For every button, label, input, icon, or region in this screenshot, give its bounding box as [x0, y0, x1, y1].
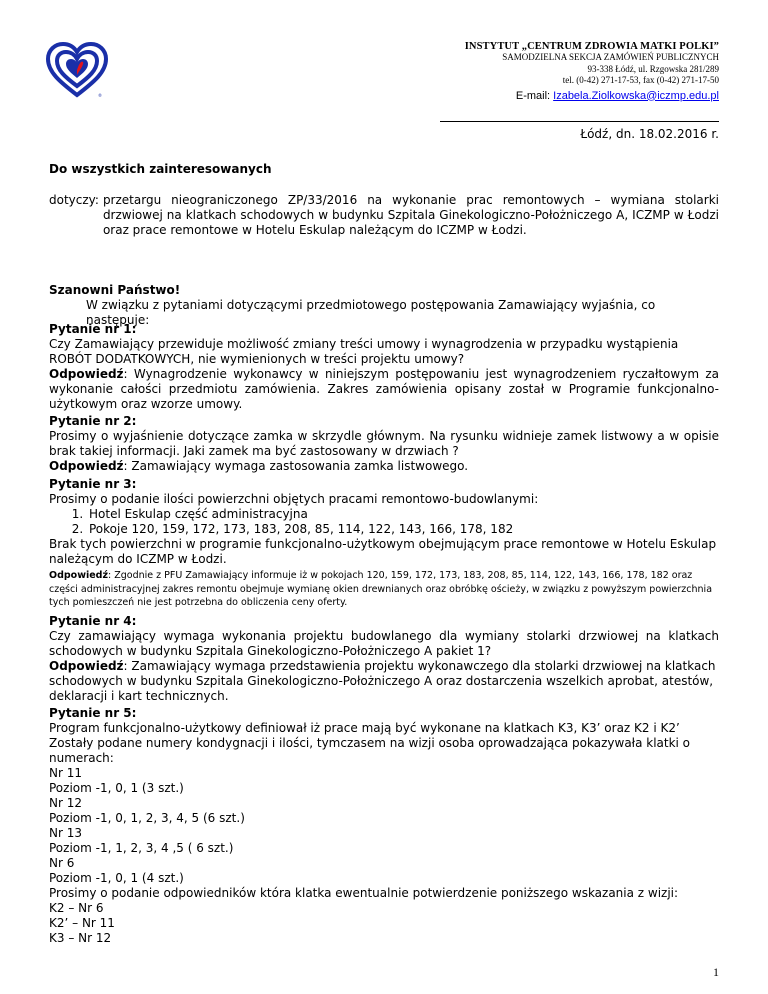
- q5-line: Poziom -1, 0, 1 (3 szt.): [49, 781, 184, 795]
- answer-body: : Zgodnie z PFU Zamawiający informuje iż w pokojach 120, 159, 172, 173, 183, 208, 85, 114, 122, 143, 166, 178, 182 oraz części administracyjnej zakres remontu obejmuje wymianę okien drewnianych oraz obróbkę ościeży, w związku z powyższym powierzchnia tych pomieszczeń nie jest potrzebna do obliczenia ceny oferty.: [49, 570, 713, 608]
- answer-text: [49, 569, 719, 610]
- institute-department: SAMODZIELNA SEKCJA ZAMÓWIEŃ PUBLICZNYCH: [502, 52, 719, 62]
- list-item: 2. Pokoje 120, 159, 172, 173, 183, 208, 85, 114, 122, 143, 166, 178, 182: [87, 522, 719, 537]
- question-note: Brak tych powierzchni w programie funkcjonalno-użytkowym obejmującym prace remontowe w Hotelu Eskulap należącym do ICZMP w Łodzi.: [49, 537, 717, 566]
- q5-line: K2’ – Nr 11: [49, 916, 115, 930]
- institute-email-line: [465, 90, 719, 102]
- q5-line: Poziom -1, 0, 1 (4 szt.): [49, 871, 184, 885]
- question-title: Pytanie nr 1:: [49, 322, 137, 336]
- institute-logo-icon: [46, 42, 108, 98]
- subject-block: [49, 193, 719, 238]
- institute-header: [465, 41, 719, 102]
- subject-text: przetargu nieograniczonego ZP/33/2016 na wykonanie prac remontowych – wymiana stolarki drzwiowej na klatkach schodowych w budynku Szpitala Ginekologiczno-Położniczego A, ICZMP w Łodzi oraz prace remontowe w Hotelu Eskulap należącym do ICZMP w Łodzi.: [102, 193, 719, 237]
- institute-phone-fax: tel. (0-42) 271-17-53, fax (0-42) 271-17-50: [562, 75, 719, 85]
- answer-label: Odpowiedź: [49, 659, 124, 673]
- answer-body: : Zamawiający wymaga przedstawienia projektu wykonawczego dla stolarki drzwiowej na klatkach schodowych w budynku Szpitala Ginekologiczno-Położniczego A oraz dostarczenia wszelkich aprobat, atestów, deklaracji i kart technicznych.: [49, 659, 716, 703]
- q5-line: Program funkcjonalno-użytkowy definiował iż prace mają być wykonane na klatkach K3, K3’ oraz K2 i K2’: [49, 721, 680, 735]
- header-divider: [440, 121, 719, 122]
- question-text: Czy Zamawiający przewiduje możliwość zmiany treści umowy i wynagrodzenia w przypadku wystąpienia ROBÓT DODATKOWYCH, nie wymienionych w treści projektu umowy?: [49, 337, 679, 366]
- question-title: Pytanie nr 3:: [49, 477, 137, 491]
- institute-name: INSTYTUT „CENTRUM ZDROWIA MATKI POLKI”: [464, 41, 719, 52]
- answer-label: Odpowiedź: [49, 570, 109, 581]
- q5-line: Zostały podane numery kondygnacji i ilości, tymczasem na wizji osoba oprowadzająca pokazywała klatki o numerach:: [49, 736, 691, 765]
- question-title: Pytanie nr 2:: [49, 414, 137, 428]
- q5-line: K2 – Nr 6: [49, 901, 104, 915]
- question-title: Pytanie nr 4:: [49, 614, 137, 628]
- q5-line: Nr 11: [49, 766, 82, 780]
- question-title: Pytanie nr 5:: [49, 706, 137, 720]
- question-text: Prosimy o podanie ilości powierzchni objętych pracami remontowo-budowlanymi:: [49, 492, 539, 506]
- question-text: Prosimy o wyjaśnienie dotyczące zamka w skrzydle głównym. Na rysunku widnieje zamek listwowy a w opisie brak takiej informacji. Jaki zamek ma być zastosowany w drzwiach ?: [49, 429, 719, 458]
- question-text: Czy zamawiający wymaga wykonania projektu budowlanego dla wymiany stolarki drzwiowej na klatkach schodowych w budynku Szpitala Ginekologiczno-Położniczego A pakiet 1?: [49, 629, 719, 658]
- answer-label: Odpowiedź: [49, 367, 124, 381]
- answer-body: : Zamawiający wymaga zastosowania zamka listwowego.: [123, 459, 469, 473]
- q5-line: Nr 12: [49, 796, 82, 810]
- question-3: [49, 477, 719, 610]
- addressee: Do wszystkich zainteresowanych: [49, 162, 272, 176]
- page-number: 1: [713, 965, 719, 979]
- answer-body: : Wynagrodzenie wykonawcy w niniejszym postępowaniu jest wynagrodzeniem ryczałtowym za wykonanie całości przedmiotu zamówienia. Zakres zamówienia opisany został w Programie funkcjonalno-użytkowym oraz wzorze umowy.: [49, 367, 719, 411]
- email-label: E-mail:: [515, 89, 554, 102]
- q5-line: Poziom -1, 1, 2, 3, 4 ,5 ( 6 szt.): [49, 841, 234, 855]
- answer-label: Odpowiedź: [49, 459, 124, 473]
- rooms-list: [49, 507, 719, 537]
- greeting: Szanowni Państwo!: [49, 283, 181, 297]
- subject-label: dotyczy:: [49, 193, 99, 207]
- email-link[interactable]: Izabela.Ziolkowska@iczmp.edu.pl: [553, 89, 719, 102]
- q5-line: Nr 6: [49, 856, 75, 870]
- q5-line: K3 – Nr 12: [49, 931, 112, 945]
- answer-text: [49, 459, 719, 474]
- intro-text: W związku z pytaniami dotyczącymi przedmiotowego postępowania Zamawiający wyjaśnia, co następuje:: [86, 298, 656, 327]
- q5-line: Nr 13: [49, 826, 82, 840]
- question-5: [49, 706, 719, 946]
- list-item: 1. Hotel Eskulap część administracyjna: [87, 507, 719, 522]
- q5-line: Poziom -1, 0, 1, 2, 3, 4, 5 (6 szt.): [49, 811, 245, 825]
- question-2: [49, 414, 719, 474]
- institute-address: 93-338 Łódź, ul. Rzgowska 281/289: [587, 63, 719, 74]
- document-date: Łódź, dn. 18.02.2016 r.: [580, 127, 719, 141]
- svg-text:®: ®: [98, 93, 102, 98]
- answer-text: [49, 367, 719, 412]
- answer-text: [49, 659, 719, 704]
- q5-line: Prosimy o podanie odpowiedników która klatka ewentualnie potwierdzenie poniższego wskazania z wizji:: [49, 886, 679, 900]
- question-4: [49, 614, 719, 704]
- question-1: [49, 322, 719, 412]
